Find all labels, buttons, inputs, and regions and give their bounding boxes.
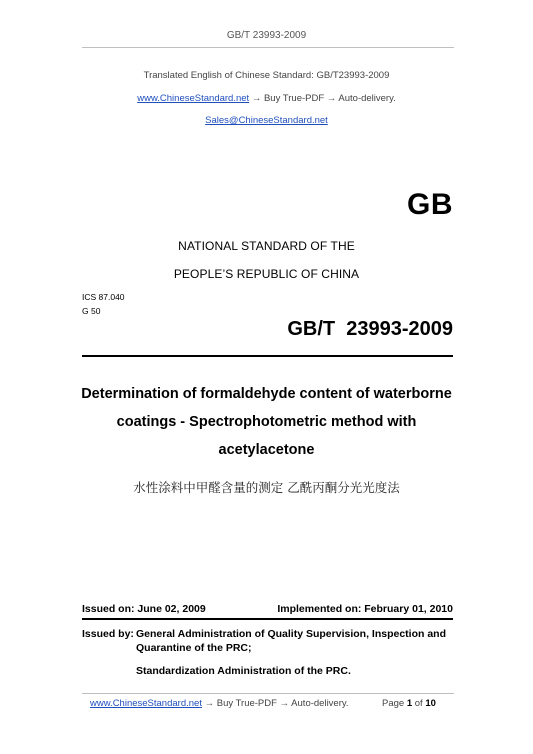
g-code: G 50: [82, 306, 101, 316]
national-standard-line1: NATIONAL STANDARD OF THE: [178, 239, 355, 253]
issued-by-label: Issued by:: [82, 628, 134, 640]
national-standard-line2: PEOPLE’S REPUBLIC OF CHINA: [173, 267, 360, 281]
email-line: [0, 115, 533, 126]
header-divider: [82, 47, 454, 48]
footer-purchase-text: → Buy True-PDF → Auto-delivery.: [201, 698, 349, 709]
page-indicator: [382, 698, 436, 709]
page-total: 10: [425, 698, 436, 709]
standard-number: GB/T 23993-2009: [287, 318, 453, 340]
title-en-line1: Determination of formaldehyde content of waterborne: [81, 386, 452, 402]
dates-rule: [82, 618, 453, 620]
footer-site-link[interactable]: www.ChineseStandard.net: [90, 698, 202, 709]
page-of: of: [414, 698, 423, 709]
issued-by-line2: Quarantine of the PRC;: [136, 642, 252, 654]
issued-by-line1: General Administration of Quality Supervision, Inspection and: [136, 628, 446, 640]
title-cn: 水性涂料中甲醛含量的测定 乙酰丙酮分光光度法: [133, 480, 400, 495]
footer-purchase: [90, 698, 349, 709]
page-label: Page: [382, 698, 405, 709]
purchase-line: [0, 93, 533, 104]
issued-by-line3: Standardization Administration of the PRC.: [136, 665, 351, 677]
purchase-text: → Buy True-PDF → Auto-delivery.: [249, 93, 396, 104]
gb-mark: GB: [407, 188, 453, 221]
ics-code: ICS 87.040: [82, 292, 125, 302]
footer-divider: [82, 693, 454, 694]
issued-on: Issued on: June 02, 2009: [82, 603, 206, 615]
running-header: GB/T 23993-2009: [226, 30, 307, 41]
implemented-on: Implemented on: February 01, 2010: [277, 603, 453, 615]
email-link[interactable]: Sales@ChineseStandard.net: [205, 115, 328, 126]
site-link[interactable]: www.ChineseStandard.net: [137, 93, 250, 104]
translation-notice: Translated English of Chinese Standard: GB/T23993-2009: [143, 70, 390, 81]
title-en-line2: coatings - Spectrophotometric method with: [116, 414, 417, 430]
standard-number-rule: [82, 355, 453, 357]
page-current: 1: [406, 698, 413, 709]
title-en-line3: acetylacetone: [218, 442, 315, 458]
